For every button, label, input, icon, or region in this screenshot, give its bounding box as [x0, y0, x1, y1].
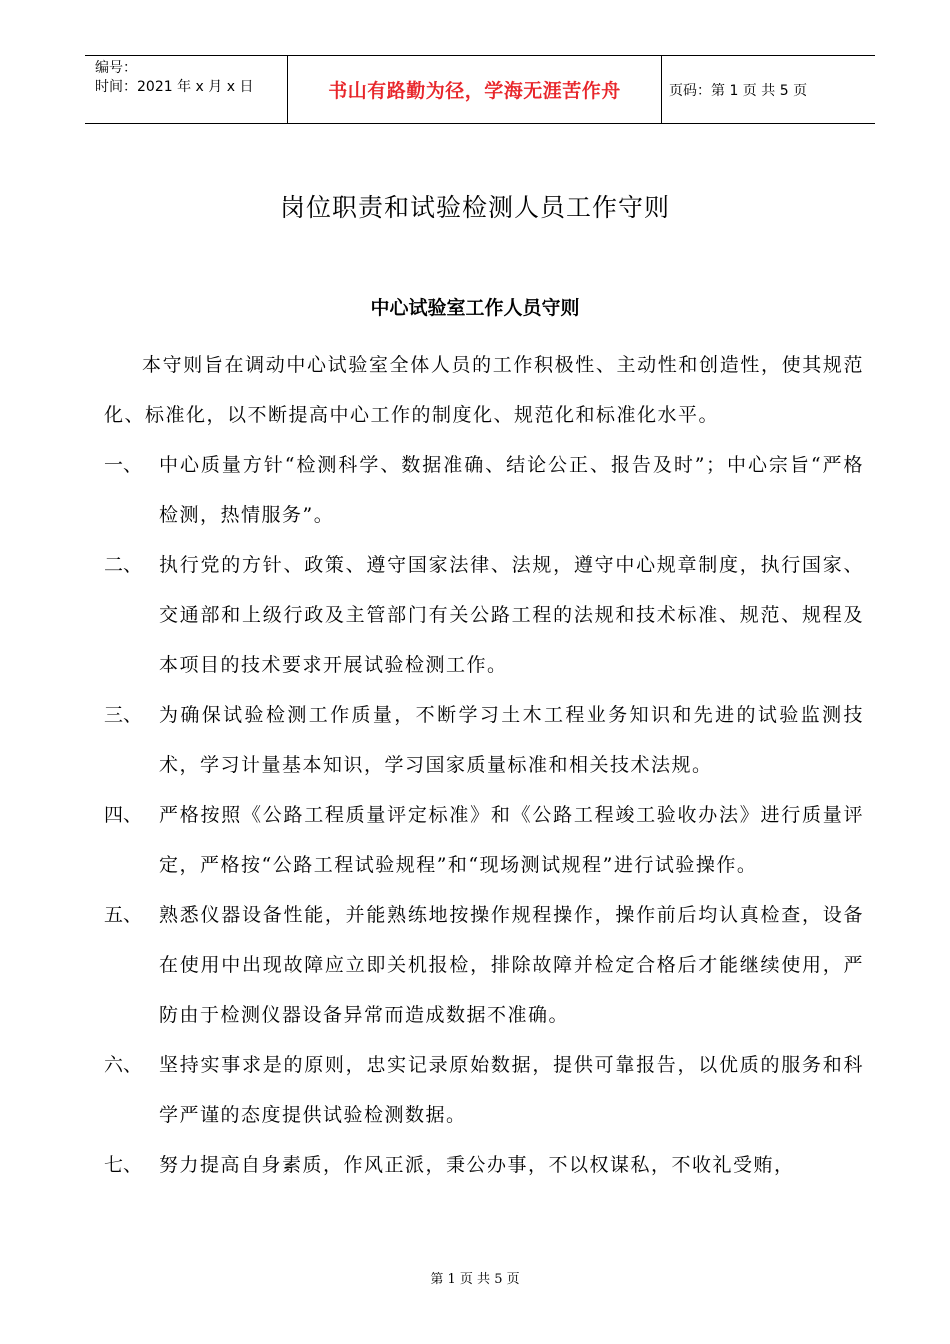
- document-title: 岗位职责和试验检测人员工作守则: [279, 193, 670, 222]
- header-table: [85, 55, 875, 124]
- list-item: [104, 890, 864, 1040]
- list-item-text: 熟悉仪器设备性能，并能熟练地按操作规程操作，操作前后均认真检查，设备在使用中出现故障应立即关机报检，排除故障并检定合格后才能继续使用，严防由于检测仪器设备异常而造成数据不准确。: [159, 904, 864, 1026]
- list-item-number: 四、: [104, 804, 143, 826]
- list-item: [104, 440, 864, 540]
- list-item: [104, 540, 864, 690]
- header-meta: [95, 59, 287, 97]
- list-item: [104, 790, 864, 890]
- page-footer: 第 1 页 共 5 页: [430, 1272, 520, 1287]
- list-item: [104, 690, 864, 790]
- list-item-text: 努力提高自身素质，作风正派，秉公办事，不以权谋私，不收礼受贿，: [159, 1154, 795, 1176]
- list-item-text: 为确保试验检测工作质量，不断学习土木工程业务知识和先进的试验监测技术，学习计量基本知识，学习国家质量标准和相关技术法规。: [159, 704, 864, 776]
- list-item: [104, 1140, 864, 1190]
- list-item-text: 严格按照《公路工程质量评定标准》和《公路工程竣工验收办法》进行质量评定，严格按“公路工程试验规程”和“现场测试规程”进行试验操作。: [159, 804, 864, 876]
- intro-paragraph: 本守则旨在调动中心试验室全体人员的工作积极性、主动性和创造性，使其规范化、标准化，以不断提高中心工作的制度化、规范化和标准化水平。: [104, 354, 864, 426]
- header-page-number: 页码：第 1 页 共 5 页: [669, 82, 808, 99]
- list-item-number: 二、: [104, 554, 143, 576]
- list-item-text: 执行党的方针、政策、遵守国家法律、法规，遵守中心规章制度，执行国家、交通部和上级行政及主管部门有关公路工程的法规和技术标准、规范、规程及本项目的技术要求开展试验检测工作。: [159, 554, 864, 676]
- section-title: 中心试验室工作人员守则: [370, 297, 580, 319]
- header-motto: 书山有路勤为径，学海无涯苦作舟: [328, 80, 621, 102]
- time-label: 时间：2021 年 x 月 x 日: [95, 79, 254, 95]
- list-item-text: 坚持实事求是的原则，忠实记录原始数据，提供可靠报告，以优质的服务和科学严谨的态度提供试验检测数据。: [159, 1054, 864, 1126]
- list-item-number: 三、: [104, 704, 143, 726]
- list-item: [104, 1040, 864, 1140]
- header-divider: [661, 56, 662, 123]
- list-item-number: 一、: [104, 454, 143, 476]
- list-item-number: 五、: [104, 904, 143, 926]
- number-label: 编号：: [95, 60, 137, 76]
- list-item-text: 中心质量方针“检测科学、数据准确、结论公正、报告及时”；中心宗旨“严格检测，热情服务”。: [159, 454, 864, 526]
- document-body: [104, 340, 864, 1190]
- list-item-number: 七、: [104, 1154, 143, 1176]
- list-item-number: 六、: [104, 1054, 143, 1076]
